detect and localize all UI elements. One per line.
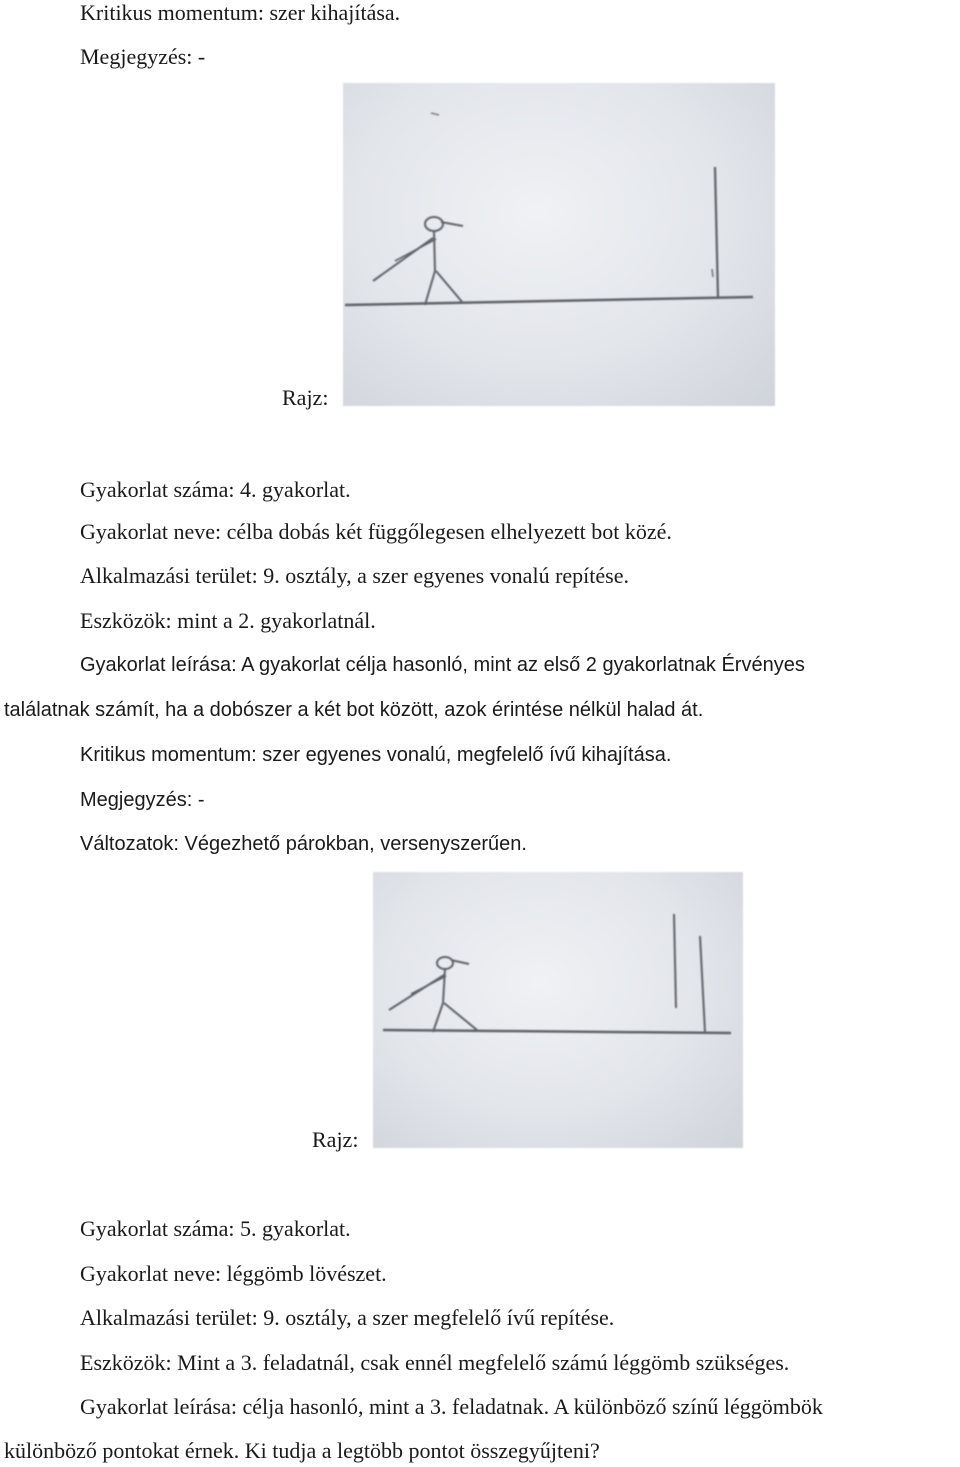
note-text: Megjegyzés: -: [80, 44, 206, 69]
drawing-photo-1: [343, 83, 775, 406]
exercise-4-note: Megjegyzés: -: [80, 789, 205, 811]
exercise-4-critical-moment: Kritikus momentum: szer egyenes vonalú, megfelelő ívű kihajítása.: [80, 744, 672, 766]
exercise-4-description-line-2: találatnak számít, ha a dobószer a két bot között, azok érintése nélkül halad át.: [4, 699, 704, 721]
drawing-photo-2: [373, 872, 743, 1148]
exercise-4-area: Alkalmazási terület: 9. osztály, a szer egyenes vonalú repítése.: [80, 563, 629, 588]
exercise-4-name: Gyakorlat neve: célba dobás két függőlegesen elhelyezett bot közé.: [80, 519, 672, 544]
exercise-5-tools: Eszközök: Mint a 3. feladatnál, csak ennél megfelelő számú léggömb szükséges.: [80, 1350, 790, 1375]
exercise-4-description-line-1: Gyakorlat leírása: A gyakorlat célja hasonló, mint az első 2 gyakorlatnak Érvényes: [80, 654, 805, 676]
critical-moment-text: Kritikus momentum: szer kihajítása.: [80, 0, 401, 25]
exercise-4-number: Gyakorlat száma: 4. gyakorlat.: [80, 477, 351, 502]
exercise-5-area: Alkalmazási terület: 9. osztály, a szer megfelelő ívű repítése.: [80, 1305, 615, 1330]
exercise-4-variants: Változatok: Végezhető párokban, versenyszerűen.: [80, 833, 527, 855]
exercise-4-tools: Eszközök: mint a 2. gyakorlatnál.: [80, 608, 376, 633]
exercise-5-name: Gyakorlat neve: léggömb lövészet.: [80, 1261, 387, 1286]
drawing-label-1: Rajz:: [282, 385, 329, 410]
drawing-label-2: Rajz:: [312, 1127, 359, 1152]
exercise-5-description-line-2: különböző pontokat érnek. Ki tudja a legtöbb pontot összegyűjteni?: [4, 1438, 600, 1463]
exercise-5-number: Gyakorlat száma: 5. gyakorlat.: [80, 1216, 351, 1241]
exercise-5-description-line-1: Gyakorlat leírása: célja hasonló, mint a 3. feladatnak. A különböző színű léggömbök: [80, 1394, 823, 1419]
